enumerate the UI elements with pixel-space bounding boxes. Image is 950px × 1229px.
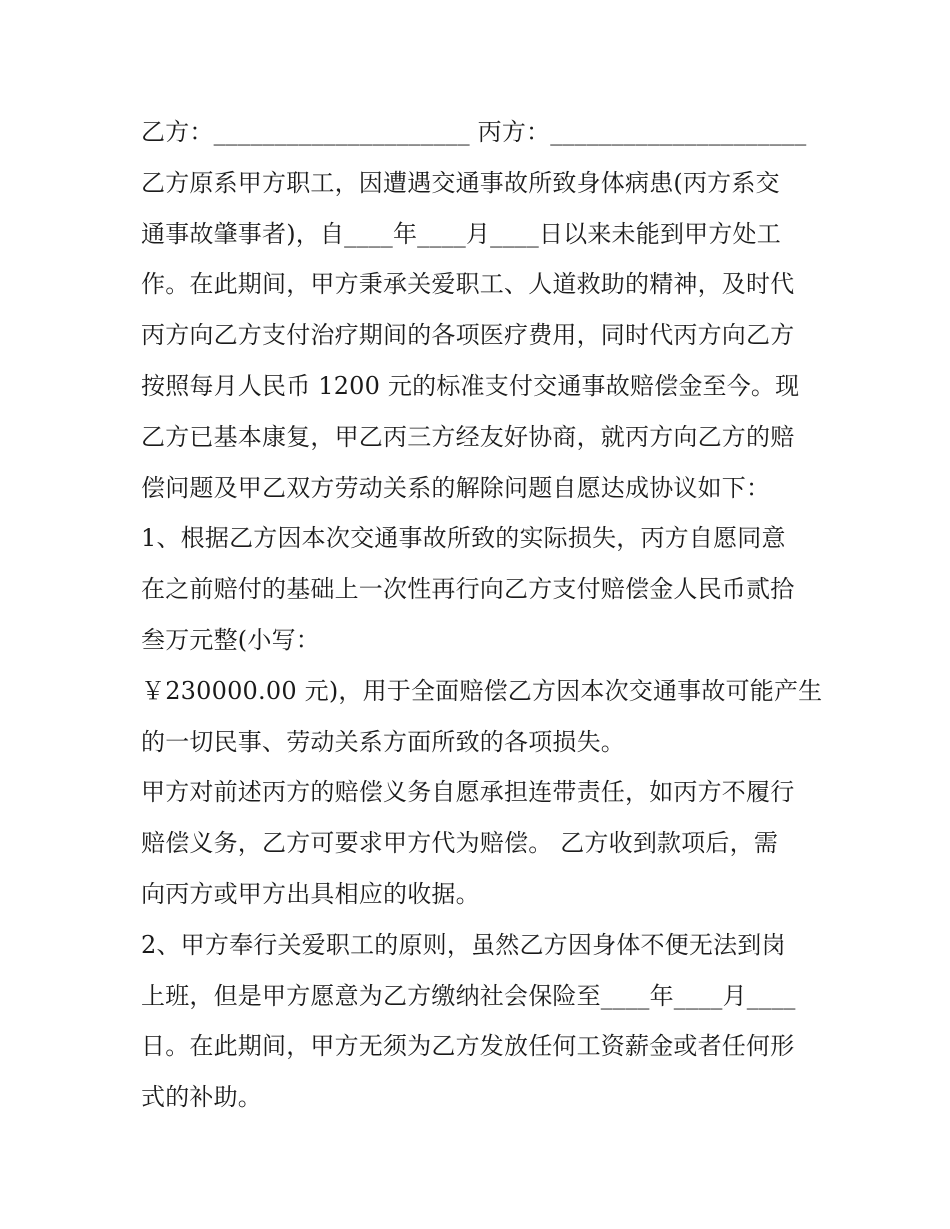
text-line: 赔偿义务，乙方可要求甲方代为赔偿。 乙方收到款项后，需 bbox=[141, 829, 779, 858]
text-line: 的一切民事、劳动关系方面所致的各项损失。 bbox=[141, 727, 625, 756]
text-line: 式的补助。 bbox=[141, 1083, 262, 1112]
text-line: 甲方对前述丙方的赔偿义务自愿承担连带责任，如丙方不履行 bbox=[141, 778, 795, 807]
text-line: 在之前赔付的基础上一次性再行向乙方支付赔偿金人民币贰拾 bbox=[141, 575, 795, 604]
text-line: 作。在此期间，甲方秉承关爱职工、人道救助的精神，及时代 bbox=[141, 270, 795, 299]
text-line: ￥230000.00 元)，用于全面赔偿乙方因本次交通事故可能产生 bbox=[141, 676, 823, 705]
text-line: 向丙方或甲方出具相应的收据。 bbox=[141, 879, 480, 908]
parties-line: 乙方：_____________________ 丙方：_____________________ bbox=[141, 118, 807, 146]
text-line: 乙方已基本康复，甲乙丙三方经友好协商，就丙方向乙方的赔 bbox=[141, 422, 795, 451]
text-line: 日。在此期间，甲方无须为乙方发放任何工资薪金或者任何形 bbox=[141, 1032, 795, 1061]
clause-2-line: 2、甲方奉行关爱职工的原则，虽然乙方因身体不便无法到岗 bbox=[141, 930, 786, 959]
clause-1-line: 1、根据乙方因本次交通事故所致的实际损失，丙方自愿同意 bbox=[141, 524, 786, 553]
text-line: 上班，但是甲方愿意为乙方缴纳社会保险至____年____月____ bbox=[141, 981, 796, 1010]
text-line: 乙方原系甲方职工，因遭遇交通事故所致身体病患(丙方系交 bbox=[141, 168, 780, 197]
text-line: 通事故肇事者)，自____年____月____日以来未能到甲方处工 bbox=[141, 219, 781, 248]
text-line: 偿问题及甲乙双方劳动关系的解除问题自愿达成协议如下： bbox=[141, 473, 771, 502]
agreement-body bbox=[141, 107, 821, 1123]
text-line: 丙方向乙方支付治疗期间的各项医疗费用，同时代丙方向乙方 bbox=[141, 321, 795, 350]
text-line: 叁万元整(小写： bbox=[141, 625, 320, 654]
text-line: 按照每月人民币 1200 元的标准支付交通事故赔偿金至今。现 bbox=[141, 371, 800, 400]
